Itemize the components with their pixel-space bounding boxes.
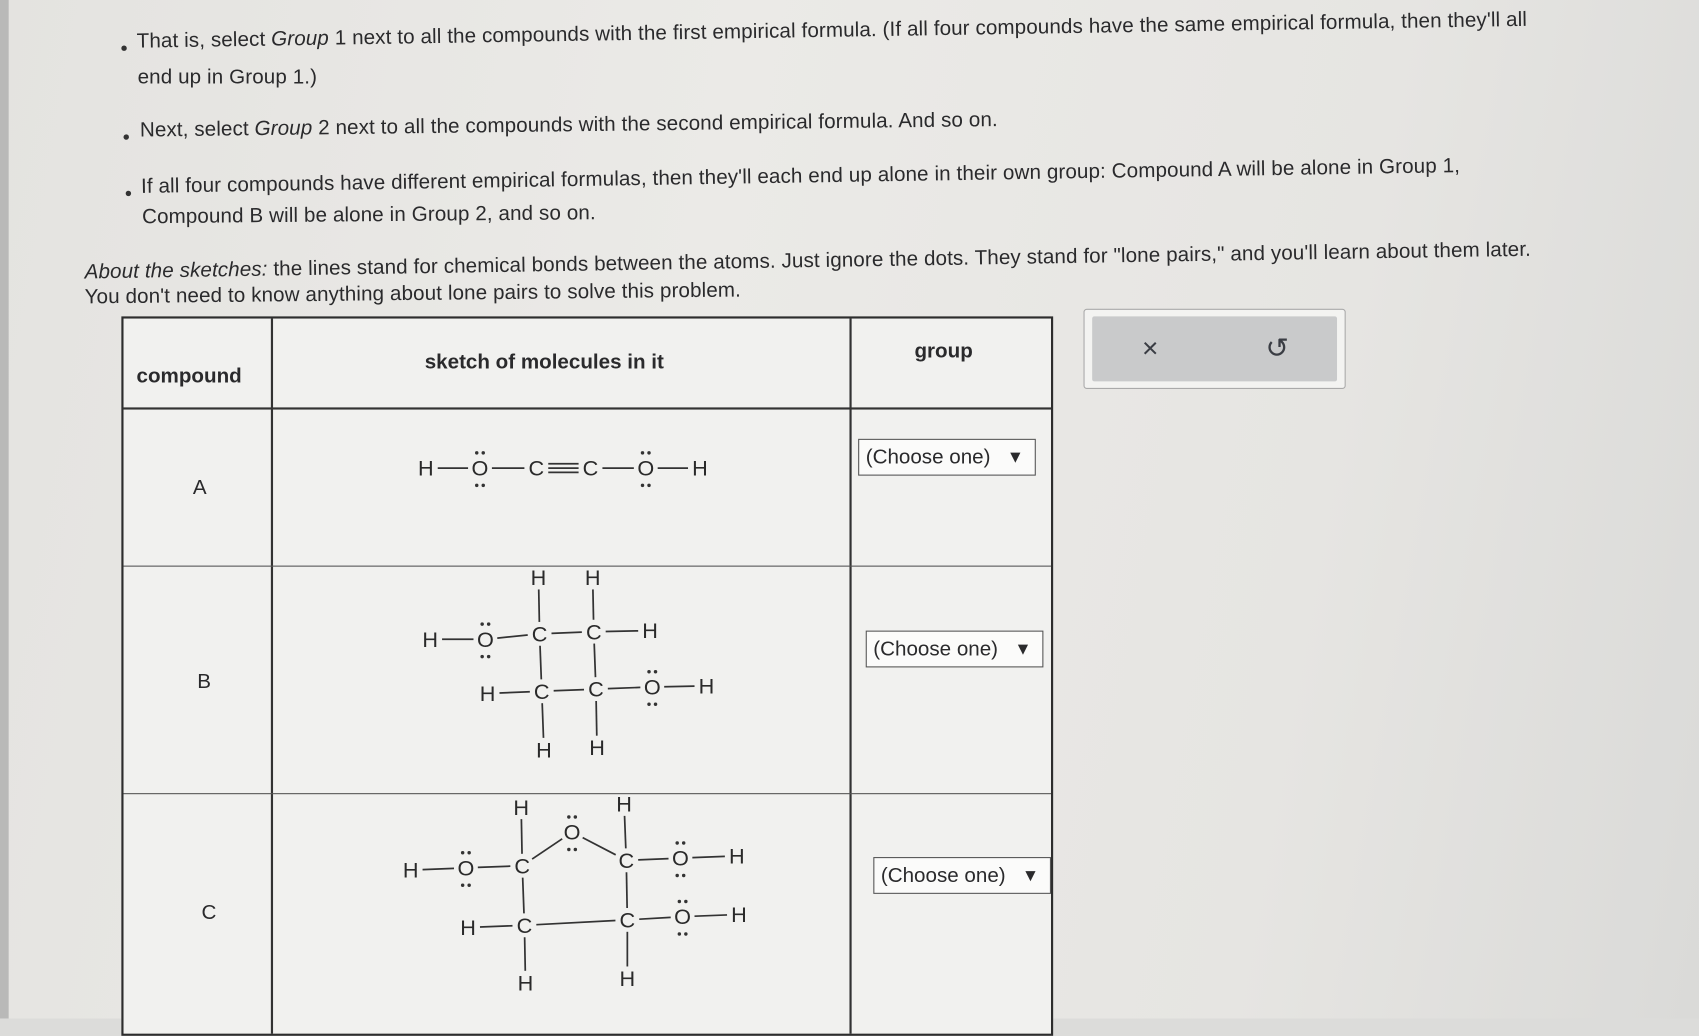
lone-pair-dot [480, 622, 483, 625]
lone-pair-dot [482, 451, 485, 454]
lone-pair-dot [487, 622, 490, 625]
atom-O: O [672, 845, 689, 871]
atom-C: C [514, 853, 531, 879]
dropdown-arrow-icon: ▼ [1021, 866, 1040, 886]
header-compound: compound [136, 365, 242, 388]
lone-pair-dot [641, 451, 644, 454]
undo-icon[interactable]: ↺ [1265, 331, 1290, 365]
instruction-3-cont: Compound B will be alone in Group 2, and so on. [141, 201, 596, 229]
lone-pair-dot [482, 484, 485, 487]
lone-pair-dot [574, 848, 577, 851]
bond-line [542, 703, 543, 738]
lone-pair-dot [675, 841, 678, 844]
dropdown-arrow-icon: ▼ [1014, 640, 1032, 659]
atom-C: C [531, 621, 548, 647]
bond-line [593, 589, 594, 619]
bond-line [539, 589, 540, 622]
atom-C: C [533, 678, 550, 704]
text: 1 next to all the compounds with the first empirical formula. (If all four compounds have the same empirical formula, then they'll all [328, 8, 1528, 51]
atom-O: O [563, 819, 581, 845]
bond-line [480, 926, 513, 927]
bond-line [608, 687, 641, 688]
bond-line [497, 635, 527, 638]
lone-pair-dot [654, 670, 657, 673]
bond-line [478, 866, 511, 867]
atom-H: H [460, 915, 476, 941]
atom-C: C [619, 907, 636, 933]
lone-pair-dot [684, 932, 687, 935]
bond-line [532, 839, 562, 859]
lone-pair-dot [675, 874, 678, 877]
lone-pair-dot [461, 883, 464, 886]
bond-line [664, 686, 694, 687]
atom-H: H [698, 673, 715, 699]
lone-pair-dot [654, 703, 657, 706]
atom-H: H [479, 681, 496, 707]
bond-line [499, 692, 529, 693]
select-value: (Choose one) [865, 446, 991, 470]
bond-line [525, 937, 526, 971]
atom-O: O [643, 674, 661, 700]
lone-pair-dot [475, 451, 478, 454]
bond-line [521, 819, 522, 854]
atom-C: C [516, 912, 533, 938]
atom-H: H [513, 794, 529, 820]
lone-pair-dot [647, 670, 650, 673]
bond-line [423, 868, 454, 869]
instruction-1-cont: end up in Group 1.) [137, 66, 318, 89]
atom-H: H [642, 618, 658, 644]
group-select-b[interactable] [866, 631, 1044, 668]
atom-C: C [528, 455, 545, 481]
atom-O: O [674, 904, 692, 930]
atom-H: H [402, 857, 419, 883]
atom-H: H [536, 737, 552, 763]
bond-line [639, 917, 670, 919]
lone-pair-dot [475, 484, 478, 487]
atom-C: C [588, 676, 604, 702]
bond-line [695, 915, 728, 916]
instruction-3: If all four compounds have different empirical formulas, then they'll each end up alone in their own group: Compound A will be alone in Group 1, [140, 154, 1461, 199]
atom-O: O [457, 855, 475, 881]
bond-line [606, 631, 639, 632]
compound-label-b: B [197, 670, 211, 694]
select-value: (Choose one) [880, 864, 1006, 888]
lone-pair-dot [574, 815, 577, 818]
clear-icon[interactable]: × [1142, 331, 1159, 365]
sketch-note-cont: You don't need to know anything about lone pairs to solve this problem. [84, 279, 742, 309]
text-em: About the sketches: [84, 258, 268, 284]
lone-pair-dot [678, 932, 681, 935]
select-value: (Choose one) [873, 638, 999, 661]
lone-pair-dot [682, 841, 685, 844]
atom-C: C [585, 619, 602, 645]
text-em: Group [270, 27, 330, 51]
header-sketch: sketch of molecules in it [424, 351, 664, 374]
lone-pair-dot [678, 900, 681, 903]
atom-H: H [517, 970, 534, 996]
bond-line [536, 921, 615, 925]
text: That is, select [136, 28, 272, 54]
atom-O: O [637, 455, 655, 481]
text: the lines stand for chemical bonds between the atoms. Just ignore the dots. They stand for "lone pairs," and you'll learn about them later. [267, 238, 1532, 282]
dropdown-arrow-icon: ▼ [1006, 448, 1024, 467]
bond-line [638, 859, 668, 860]
bond-line [692, 856, 725, 857]
bond-line [626, 872, 627, 908]
bond-line [540, 646, 541, 680]
lone-pair-dot [487, 655, 490, 658]
text: 2 next to all the compounds with the second empirical formula. And so on. [312, 108, 998, 140]
bond-line [594, 644, 595, 678]
lone-pair-dot [467, 851, 470, 854]
lone-pair-dot [461, 851, 464, 854]
bond-line [596, 701, 597, 736]
atom-H: H [422, 626, 438, 652]
lone-pair-dot [647, 703, 650, 706]
controls-bar [1092, 316, 1337, 381]
atom-H: H [728, 843, 745, 869]
bond-line [625, 816, 626, 849]
atom-H: H [692, 455, 708, 481]
lone-pair-dot [641, 484, 644, 487]
answer-controls [1084, 309, 1346, 389]
atom-H: H [584, 565, 601, 591]
bond-line [523, 878, 524, 914]
atom-O: O [476, 626, 494, 652]
atom-H: H [619, 965, 636, 991]
lone-pair-dot [567, 848, 570, 851]
bond-line [554, 690, 584, 691]
lone-pair-dot [647, 451, 650, 454]
text-em: Group [254, 117, 313, 141]
atom-C: C [582, 455, 599, 481]
lone-pair-dot [647, 484, 650, 487]
text: Next, select [139, 117, 255, 142]
atom-H: H [589, 735, 605, 761]
compound-label-a: A [192, 476, 207, 500]
lone-pair-dot [567, 815, 570, 818]
atom-H: H [530, 565, 547, 591]
compound-label-c: C [201, 901, 217, 925]
bond-line [551, 632, 581, 633]
group-select-a[interactable] [858, 439, 1036, 476]
lone-pair-dot [467, 883, 470, 886]
atom-H: H [616, 791, 632, 817]
bond-line [583, 838, 616, 855]
lone-pair-dot [480, 655, 483, 658]
header-group: group [914, 340, 973, 363]
atom-H: H [731, 902, 747, 928]
atom-C: C [618, 847, 635, 873]
atom-H: H [417, 455, 434, 481]
lone-pair-dot [682, 874, 685, 877]
group-select-c[interactable] [873, 857, 1051, 894]
lone-pair-dot [684, 900, 687, 903]
atom-O: O [471, 455, 489, 481]
